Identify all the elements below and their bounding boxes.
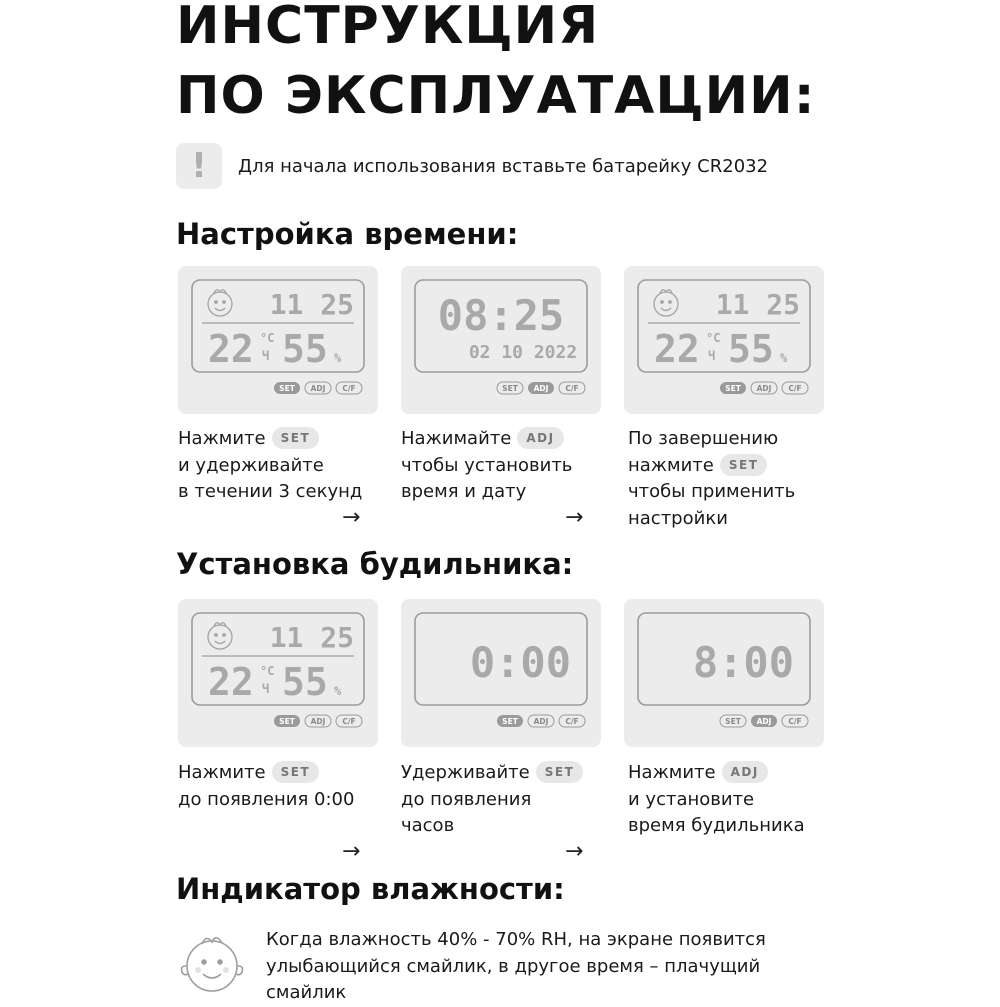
set-key-badge: SET — [272, 427, 320, 449]
clock-screen-card — [178, 266, 378, 414]
alarm-setup-heading: Установка будильника: — [176, 547, 574, 581]
adj-key-badge: ADJ — [517, 427, 563, 449]
alarm-step-2: Удерживайте SET до появления часов — [401, 760, 583, 840]
clock-screen-card — [178, 599, 378, 747]
lcd-time: 11 25 — [269, 621, 354, 654]
lcd-alarm-time: 8:00 — [692, 638, 794, 687]
time-step-1: Нажмите SET и удерживайте в течении 3 секунд — [178, 428, 363, 502]
adj-button-label: ADJ — [310, 717, 326, 726]
battery-note: Для начала использования вставьте батарейку CR2032 — [238, 156, 769, 177]
lcd-temperature: 22 — [208, 660, 254, 704]
lcd-humidity: 55 — [282, 327, 328, 371]
adj-button-label: ADJ — [533, 384, 549, 393]
page-title-line2: ПО ЭКСПЛУАТАЦИИ: — [176, 66, 816, 126]
smiley-baby-icon — [654, 290, 678, 316]
lcd-temp-unit-secondary: Ч — [708, 349, 716, 363]
cf-button-label: C/F — [565, 717, 579, 726]
set-button-label: SET — [725, 717, 741, 726]
lcd-temp-unit: °C — [260, 664, 275, 678]
adj-button-label: ADJ — [533, 717, 549, 726]
arrow-right-icon: → — [342, 505, 361, 530]
set-key-badge: SET — [272, 761, 320, 783]
lcd-time: 08:25 — [437, 291, 565, 340]
set-button-label: SET — [502, 717, 518, 726]
adj-button-label: ADJ — [756, 384, 772, 393]
lcd-humidity: 55 — [282, 660, 328, 704]
exclamation-icon: ! — [176, 143, 222, 189]
cf-button-label: C/F — [565, 384, 579, 393]
set-button-label: SET — [502, 384, 518, 393]
page-title-line1: ИНСТРУКЦИЯ — [176, 0, 600, 56]
lcd-humidity: 55 — [728, 327, 774, 371]
lcd-time: 11 25 — [715, 288, 800, 321]
adj-key-badge: ADJ — [722, 761, 768, 783]
arrow-right-icon: → — [342, 839, 361, 864]
cf-button-label: C/F — [342, 717, 356, 726]
lcd-alarm-time: 0:00 — [469, 638, 571, 687]
lcd-temp-unit-secondary: Ч — [262, 349, 270, 363]
set-button-label: SET — [279, 384, 295, 393]
clock-screen-card — [401, 266, 601, 414]
set-button-label: SET — [725, 384, 741, 393]
time-step-3: По завершению нажмите SET чтобы применить настройки — [628, 428, 796, 529]
set-key-badge: SET — [536, 761, 584, 783]
clock-screen-card — [624, 266, 824, 414]
cf-button-label: C/F — [788, 384, 802, 393]
set-button-label: SET — [279, 717, 295, 726]
lcd-humidity-unit: % — [334, 684, 342, 698]
clock-screen-card — [624, 599, 824, 747]
smiley-baby-icon — [208, 290, 232, 316]
alarm-step-3: Нажмите ADJ и установите время будильника — [628, 762, 805, 836]
adj-button-label: ADJ — [310, 384, 326, 393]
lcd-temperature: 22 — [208, 327, 254, 371]
clock-screen-card — [401, 599, 601, 747]
lcd-date: 02 10 2022 — [468, 342, 578, 363]
lcd-temperature: 22 — [654, 327, 700, 371]
adj-button-label: ADJ — [756, 717, 772, 726]
lcd-humidity-unit: % — [334, 351, 342, 365]
humidity-heading: Индикатор влажности: — [176, 872, 565, 906]
time-step-2: Нажимайте ADJ чтобы установить время и дату — [401, 428, 573, 502]
cf-button-label: C/F — [342, 384, 356, 393]
lcd-temp-unit: °C — [706, 331, 721, 345]
arrow-right-icon: → — [565, 505, 584, 530]
arrow-right-icon: → — [565, 839, 584, 864]
lcd-temp-unit: °C — [260, 331, 275, 345]
smiley-baby-icon — [208, 623, 232, 649]
time-setup-heading: Настройка времени: — [176, 217, 519, 251]
humidity-description: Когда влажность 40% - 70% RH, на экране появится улыбающийся смайлик, в другое время – плачущий смайлик — [266, 929, 766, 1003]
set-key-badge: SET — [720, 454, 768, 476]
smiley-baby-icon — [174, 922, 250, 998]
lcd-time: 11 25 — [269, 288, 354, 321]
cf-button-label: C/F — [788, 717, 802, 726]
lcd-humidity-unit: % — [780, 351, 788, 365]
lcd-temp-unit-secondary: Ч — [262, 682, 270, 696]
alarm-step-1: Нажмите SET до появления 0:00 — [178, 762, 355, 810]
